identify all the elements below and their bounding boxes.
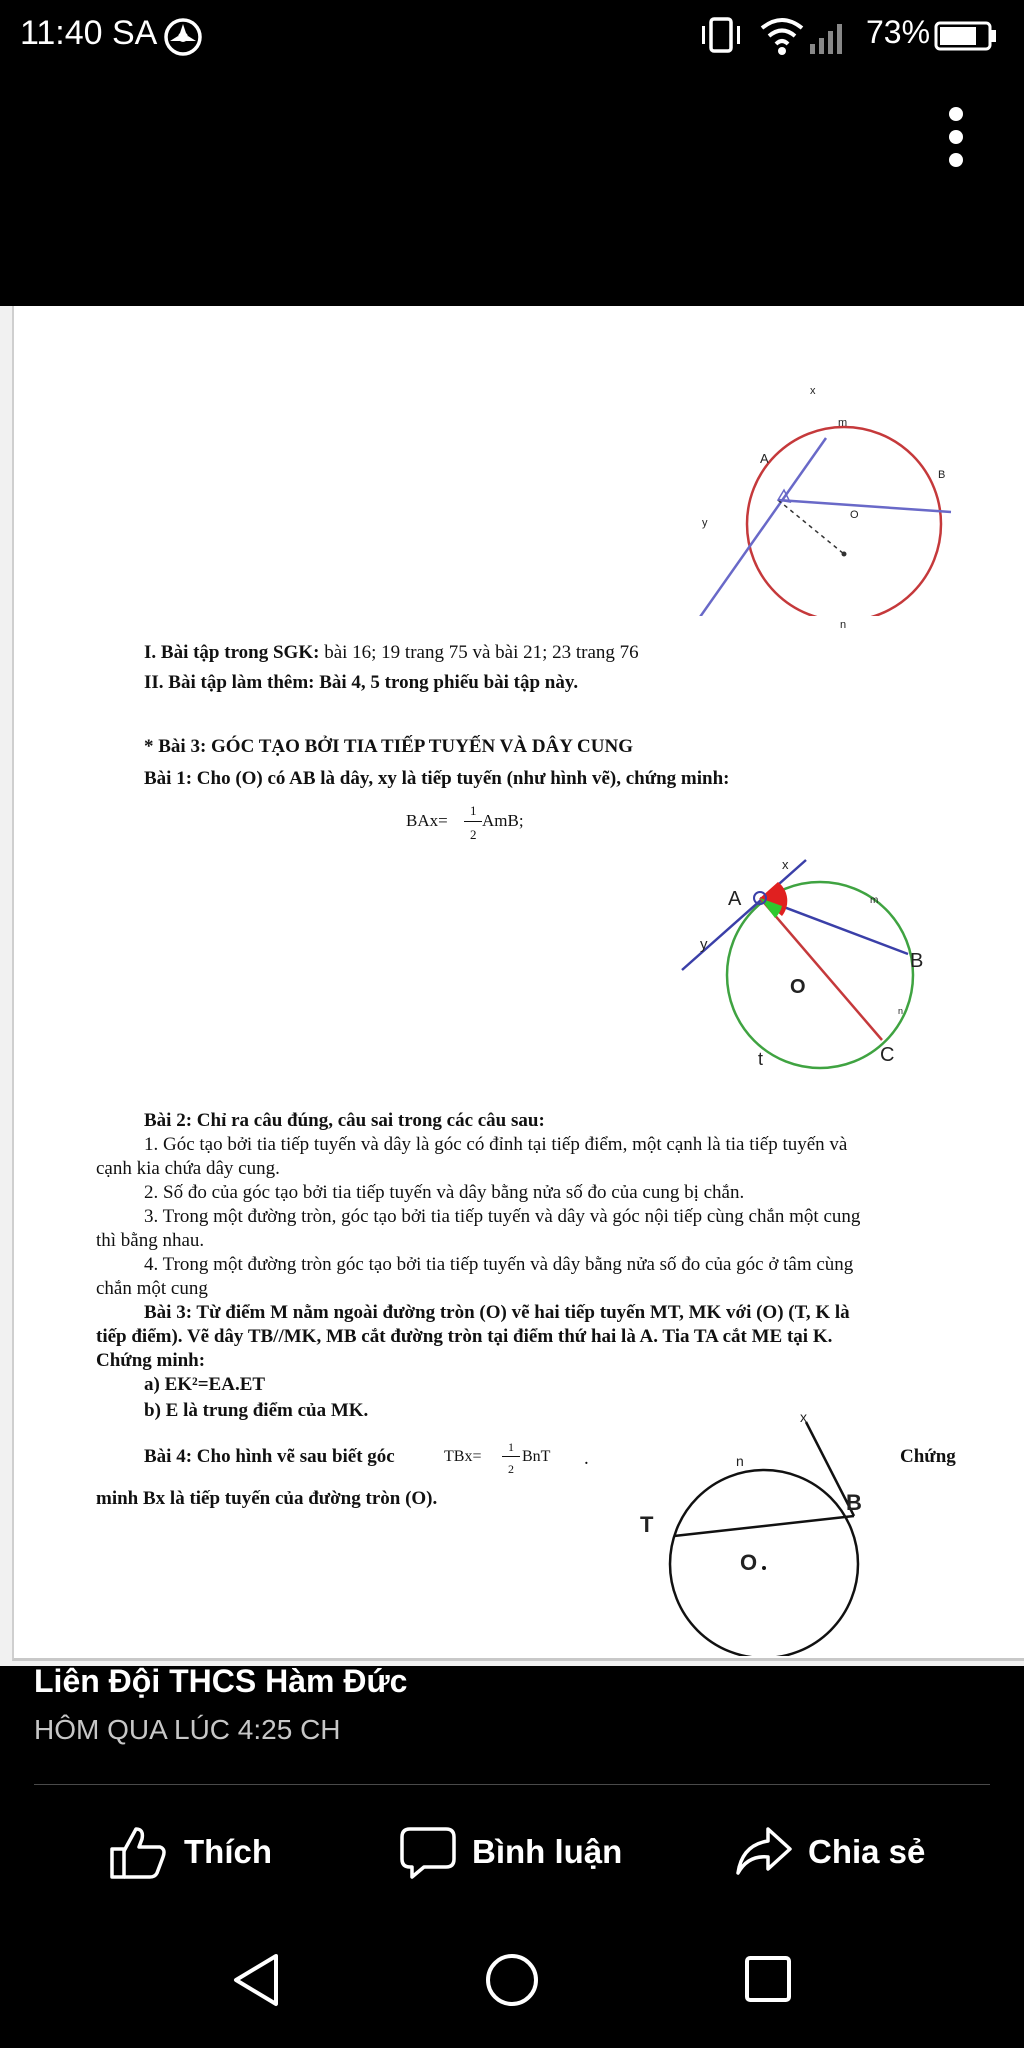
fig2-label-t: t: [758, 1049, 764, 1069]
exercise-2-item-4a: 4. Trong một đường tròn góc tạo bởi tia tiếp tuyến và dây bằng nửa số đo của góc ở tâm cùng: [144, 1254, 854, 1275]
formula-1-fraction-bar: [464, 821, 482, 822]
fig2-label-O: O: [790, 976, 806, 998]
share-button[interactable]: [734, 1822, 925, 1882]
section-heading: * Bài 3: GÓC TẠO BỞI TIA TIẾP TUYẾN VÀ DÂY CUNG: [144, 736, 633, 757]
exercise-2-title: Bài 2: Chỉ ra câu đúng, câu sai trong các câu sau:: [144, 1110, 545, 1131]
home-icon[interactable]: [482, 1950, 542, 2010]
exercise-3-line-2: tiếp điểm). Vẽ dây TB//MK, MB cắt đường tròn tại điểm thứ hai là A. Tia TA cắt ME tại K.: [96, 1326, 833, 1347]
formula-1-numerator: 1: [470, 803, 477, 818]
fig1-label-x: x: [810, 385, 816, 397]
exercise-3-part-a: a) EK²=EA.ET: [144, 1374, 266, 1395]
app-notification-icon: [162, 16, 204, 58]
post-author[interactable]: Liên Đội THCS Hàm Đức: [34, 1663, 408, 1699]
fig3-label-O: O: [740, 1550, 758, 1575]
exercise-2-item-1a: 1. Góc tạo bởi tia tiếp tuyến và dây là góc có đỉnh tại tiếp điểm, một cạnh là tia tiếp tuyến và: [144, 1134, 848, 1155]
formula-2-denominator: 2: [508, 1462, 514, 1476]
fig3-label-n: n: [736, 1453, 744, 1469]
status-time: 11:40 SA: [20, 14, 158, 52]
wifi-icon: [758, 12, 806, 56]
figure-2-diagram: [674, 846, 944, 1086]
back-icon[interactable]: [228, 1950, 284, 2010]
like-button[interactable]: [108, 1822, 272, 1882]
divider: [34, 1784, 990, 1785]
fig1-label-y: y: [702, 517, 708, 529]
fig2-label-n: n: [898, 1006, 904, 1016]
thumbs-up-icon: [108, 1823, 170, 1881]
exercise-2-item-3a: 3. Trong một đường tròn, góc tạo bởi tia tiếp tuyến và dây và góc nội tiếp cùng chắn một cung: [144, 1206, 861, 1227]
fig1-label-A: A: [760, 451, 769, 466]
fig1-label-O: O: [850, 509, 859, 521]
signal-icon: [808, 16, 850, 56]
post-photo[interactable]: [0, 306, 1024, 1666]
post-timestamp: HÔM QUA LÚC 4:25 CH: [34, 1714, 341, 1745]
exercise-3-part-b: b) E là trung điểm của MK.: [144, 1400, 369, 1421]
comment-icon: [398, 1823, 458, 1881]
fig3-label-x: x: [800, 1409, 807, 1425]
exercise-2-item-4b: chắn một cung: [96, 1278, 208, 1299]
fig1-label-B: B: [938, 469, 946, 481]
status-bar: [0, 0, 1024, 72]
fig3-label-B: B: [846, 1490, 862, 1515]
formula-1-left: BAx=: [406, 811, 448, 830]
share-icon: [734, 1823, 794, 1881]
sgk-exercise-line: I. Bài tập trong SGK: bài 16; 19 trang 75 và bài 21; 23 trang 76: [144, 642, 639, 663]
battery-icon: [934, 20, 998, 52]
battery-percentage: 73%: [866, 14, 931, 50]
fig2-label-B: B: [910, 950, 924, 972]
formula-2-period: .: [584, 1448, 589, 1469]
exercise-1-statement: Bài 1: Cho (O) có AB là dây, xy là tiếp tuyến (như hình vẽ), chứng minh:: [144, 768, 730, 789]
fig2-label-C: C: [880, 1044, 895, 1066]
formula-2-left: TBx=: [444, 1448, 482, 1465]
vibrate-icon: [698, 14, 744, 56]
like-label: Thích: [184, 1833, 272, 1870]
fig2-label-m: m: [870, 895, 879, 906]
fig2-label-A: A: [728, 888, 742, 910]
exercise-4-line-2: minh Bx là tiếp tuyến của đường tròn (O).: [96, 1488, 438, 1509]
figure-1-diagram: [674, 376, 964, 616]
exercise-2-item-3b: thì bằng nhau.: [96, 1230, 205, 1251]
fig1-label-m: m: [838, 417, 848, 429]
formula-2-fraction-bar: [502, 1456, 520, 1457]
formula-1-denominator: 2: [470, 827, 477, 842]
fig2-label-y: y: [700, 936, 708, 953]
recent-apps-icon[interactable]: [740, 1950, 796, 2010]
more-options-icon[interactable]: [940, 104, 972, 168]
fig3-label-T: T: [640, 1512, 654, 1537]
figure-3-diagram: [634, 1416, 904, 1656]
comment-button[interactable]: [398, 1822, 622, 1882]
exercise-2-item-2: 2. Số đo của góc tạo bởi tia tiếp tuyến và dây bằng nửa số đo của cung bị chắn.: [144, 1182, 745, 1203]
share-label: Chia sẻ: [808, 1833, 926, 1870]
fig2-label-x: x: [782, 857, 789, 872]
exercise-4-line-1: Bài 4: Cho hình vẽ sau biết góc: [144, 1446, 395, 1467]
formula-1-right: AmB;: [482, 811, 524, 830]
exercise-4-prove-word: Chứng: [900, 1446, 956, 1467]
exercise-3-line-3: Chứng minh:: [96, 1350, 206, 1371]
fig1-label-n: n: [840, 619, 847, 631]
formula-2-numerator: 1: [508, 1440, 514, 1454]
worksheet-page: [12, 306, 1024, 1661]
extra-exercise-line: II. Bài tập làm thêm: Bài 4, 5 trong phiếu bài tập này.: [144, 672, 579, 693]
formula-2-right: BnT: [522, 1448, 551, 1465]
comment-label: Bình luận: [472, 1833, 623, 1870]
exercise-3-line-1: Bài 3: Từ điểm M nằm ngoài đường tròn (O) vẽ hai tiếp tuyến MT, MK với (O) (T, K là: [144, 1302, 850, 1323]
exercise-2-item-1b: cạnh kia chứa dây cung.: [96, 1158, 280, 1179]
